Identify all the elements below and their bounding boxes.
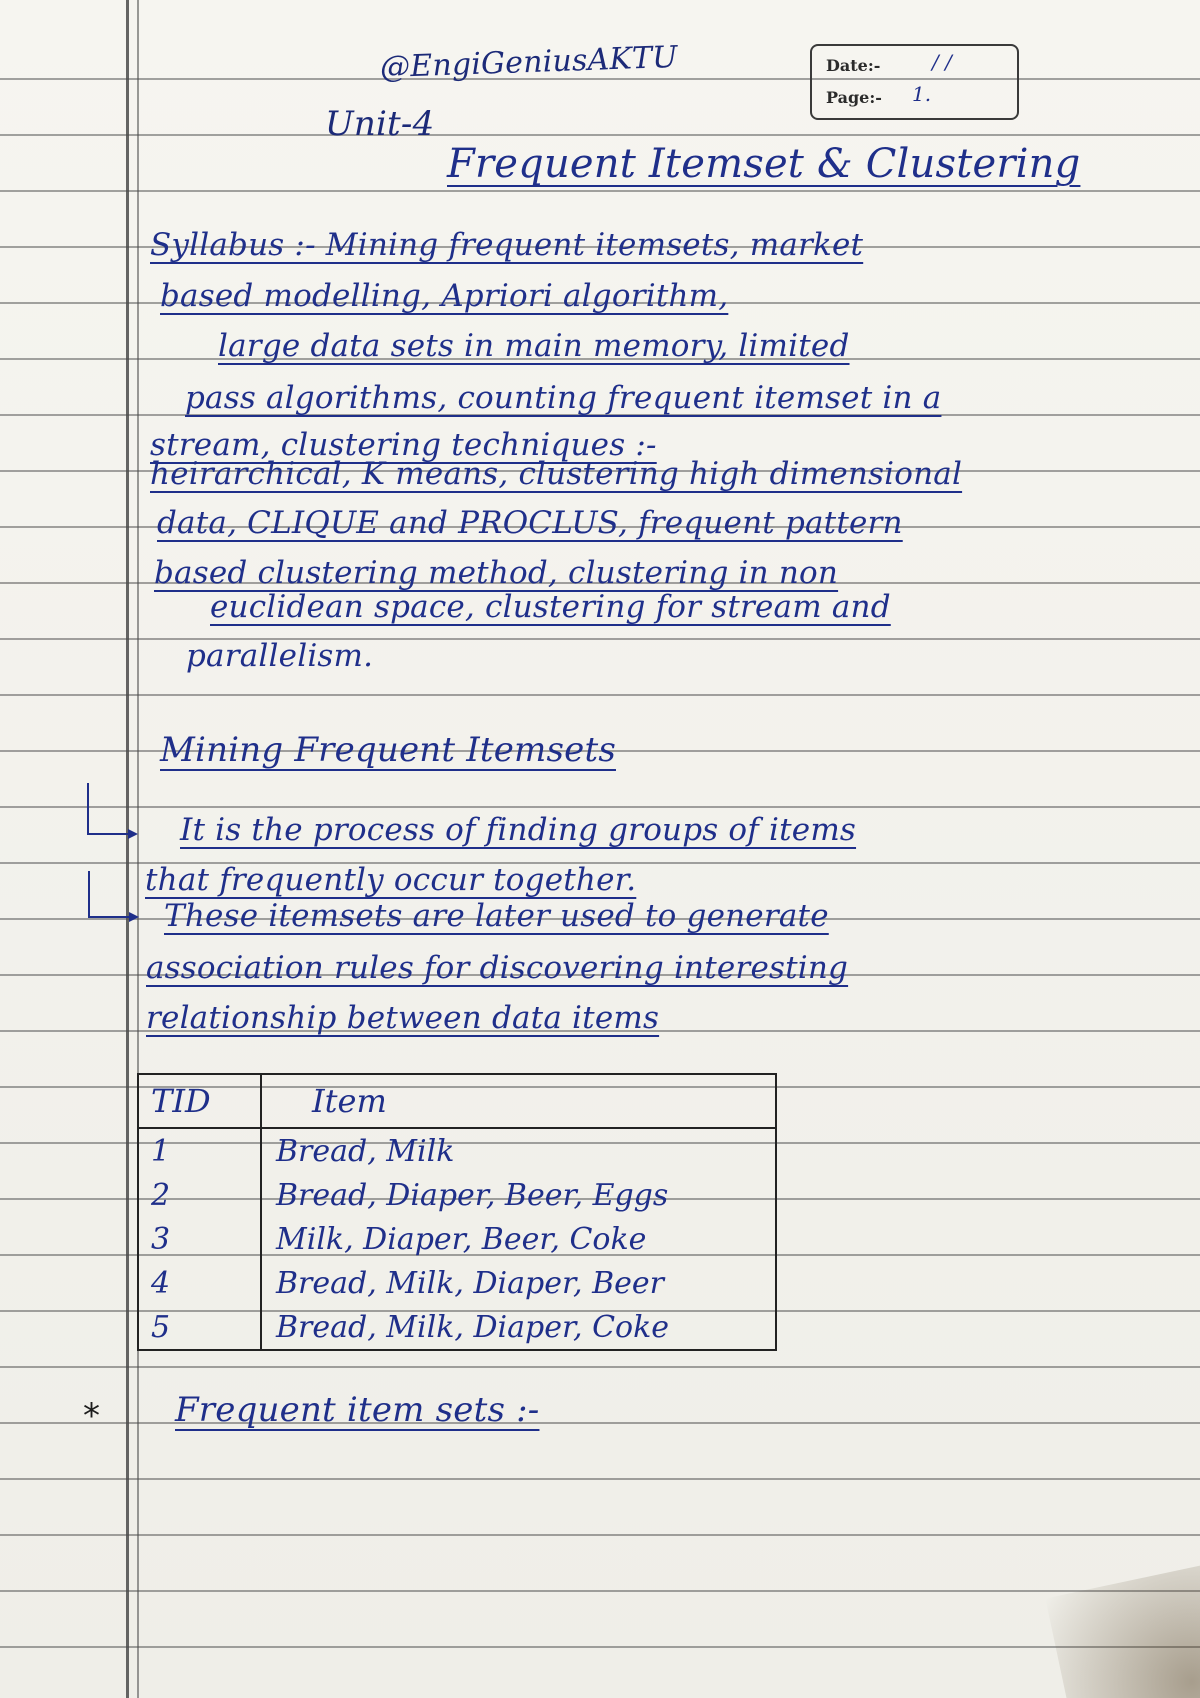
point-line: It is the process of finding groups of items xyxy=(180,812,857,848)
table-row xyxy=(138,1173,776,1217)
syllabus-line: Syllabus :- Mining frequent itemsets, market xyxy=(150,227,864,263)
table-header-row xyxy=(138,1074,776,1128)
watermark-text: @EngiGeniusAKTU xyxy=(379,39,679,86)
date-label: Date:- xyxy=(826,56,881,75)
arrow-icon xyxy=(87,783,129,835)
tid-cell: 2 xyxy=(138,1173,261,1217)
page-number: 1. xyxy=(912,82,932,106)
unit-label: Unit-4 xyxy=(325,104,435,144)
frequent-itemsets-heading: Frequent item sets :- xyxy=(175,1390,540,1430)
item-cell: Bread, Milk, Diaper, Beer xyxy=(261,1261,776,1305)
star-bullet-icon: * xyxy=(83,1396,100,1436)
arrow-icon xyxy=(88,871,130,918)
syllabus-line: heirarchical, K means, clustering high dimensional xyxy=(150,456,963,492)
syllabus-line: parallelism. xyxy=(186,638,374,674)
transaction-table-wrap xyxy=(137,1073,777,1351)
point-line: that frequently occur together. xyxy=(145,862,637,898)
date-value: / / xyxy=(932,50,952,74)
point-line: These itemsets are later used to generate xyxy=(164,898,829,934)
tid-cell: 5 xyxy=(138,1305,261,1350)
syllabus-line: data, CLIQUE and PROCLUS, frequent pattern xyxy=(157,505,903,541)
table-row xyxy=(138,1261,776,1305)
table-header-item: Item xyxy=(261,1074,776,1128)
table-row xyxy=(138,1305,776,1350)
margin-line xyxy=(126,0,129,1698)
syllabus-line: stream, clustering techniques :- xyxy=(150,427,657,463)
syllabus-line: based modelling, Apriori algorithm, xyxy=(160,278,729,314)
item-cell: Bread, Milk xyxy=(261,1128,776,1173)
point-line: association rules for discovering interesting xyxy=(146,950,849,986)
page-label: Page:- xyxy=(826,88,882,107)
syllabus-line: euclidean space, clustering for stream and xyxy=(210,589,891,625)
syllabus-line: large data sets in main memory, limited xyxy=(218,328,850,364)
tid-cell: 4 xyxy=(138,1261,261,1305)
table-row xyxy=(138,1128,776,1173)
syllabus-line: based clustering method, clustering in non xyxy=(154,555,839,591)
table-row xyxy=(138,1217,776,1261)
table-header-tid: TID xyxy=(138,1074,261,1128)
item-cell: Milk, Diaper, Beer, Coke xyxy=(261,1217,776,1261)
transaction-table xyxy=(137,1073,777,1351)
date-page-box xyxy=(810,44,1019,120)
section-heading: Mining Frequent Itemsets xyxy=(160,730,616,770)
item-cell: Bread, Milk, Diaper, Coke xyxy=(261,1305,776,1350)
item-cell: Bread, Diaper, Beer, Eggs xyxy=(261,1173,776,1217)
syllabus-line: pass algorithms, counting frequent itemset in a xyxy=(185,380,942,416)
margin-line-inner xyxy=(137,0,139,1698)
page-corner-shadow xyxy=(1045,1561,1200,1698)
point-line: relationship between data items xyxy=(146,1000,660,1036)
page-title: Frequent Itemset & Clustering xyxy=(447,141,1081,187)
tid-cell: 1 xyxy=(138,1128,261,1173)
tid-cell: 3 xyxy=(138,1217,261,1261)
